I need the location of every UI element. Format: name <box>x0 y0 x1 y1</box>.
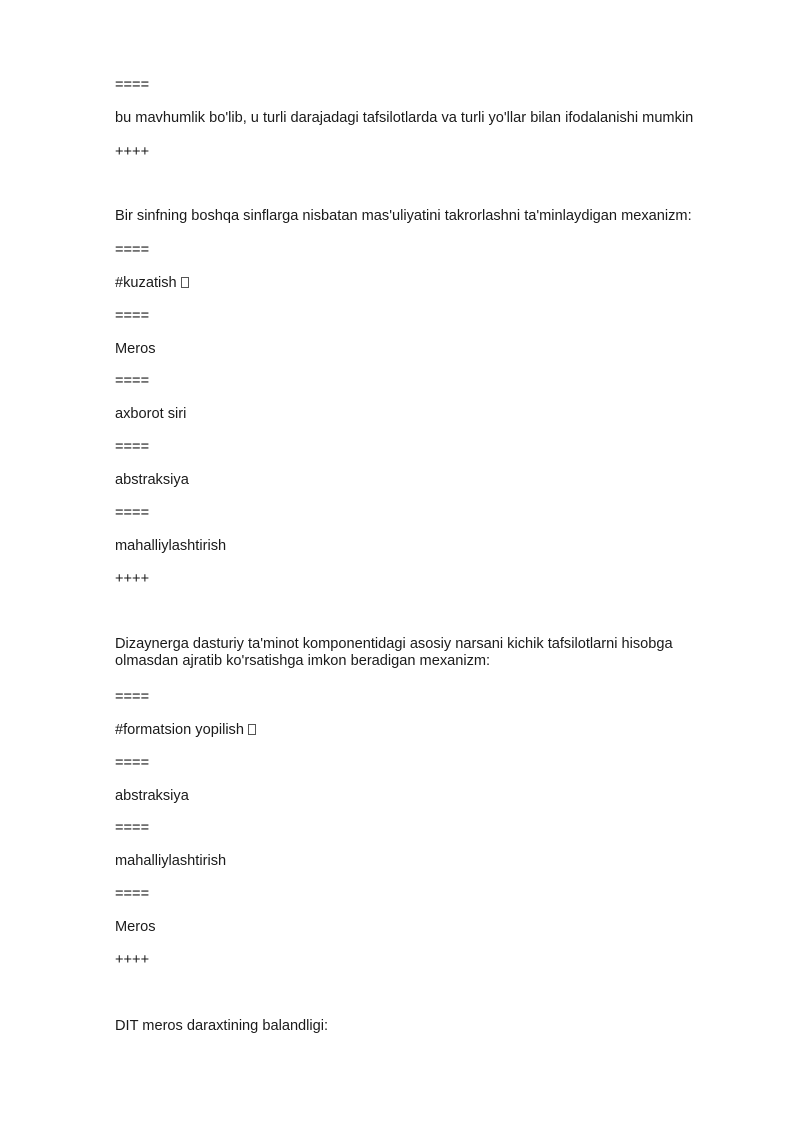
answer-option-correct <box>115 722 715 739</box>
question-text: Bir sinfning boshqa sinflarga nisbatan mas'uliyatini takrorlashni ta'minlaydigan mexanizm: <box>115 208 692 224</box>
answer-option-text: #kuzatish <box>115 275 177 291</box>
separator: ==== <box>115 505 150 521</box>
answer-option: abstraksiya <box>115 788 189 804</box>
separator: ==== <box>115 689 150 705</box>
separator: ==== <box>115 820 150 836</box>
question-end-marker: ++++ <box>115 144 150 160</box>
separator: ==== <box>115 755 150 771</box>
separator: ==== <box>115 439 150 455</box>
answer-option: mahalliylashtirish <box>115 853 227 869</box>
answer-option: mahalliylashtirish <box>115 538 227 554</box>
separator: ==== <box>115 886 150 902</box>
question-text: Dizaynerga dasturiy ta'minot komponentidagi asosiy narsani kichik tafsilotlarni hisobga olmasdan ajratib ko'rsatishga imkon beradigan mexanizm: <box>115 636 673 669</box>
answer-option: Meros <box>115 919 156 935</box>
answer-option: Meros <box>115 341 156 357</box>
answer-option-correct <box>115 275 715 292</box>
box-glyph-icon <box>248 724 256 735</box>
answer-option-text: #formatsion yopilish <box>115 722 244 738</box>
box-glyph-icon <box>181 277 189 288</box>
answer-option: abstraksiya <box>115 472 189 488</box>
separator: ==== <box>115 77 150 93</box>
separator: ==== <box>115 308 150 324</box>
answer-option: axborot siri <box>115 406 187 422</box>
question-end-marker: ++++ <box>115 571 150 587</box>
answer-option: bu mavhumlik bo'lib, u turli darajadagi tafsilotlarda va turli yo'llar bilan ifodalanishi mumkin <box>115 110 694 126</box>
separator: ==== <box>115 242 150 258</box>
question-end-marker: ++++ <box>115 952 150 968</box>
separator: ==== <box>115 373 150 389</box>
question-text: DIT meros daraxtining balandligi: <box>115 1018 329 1034</box>
